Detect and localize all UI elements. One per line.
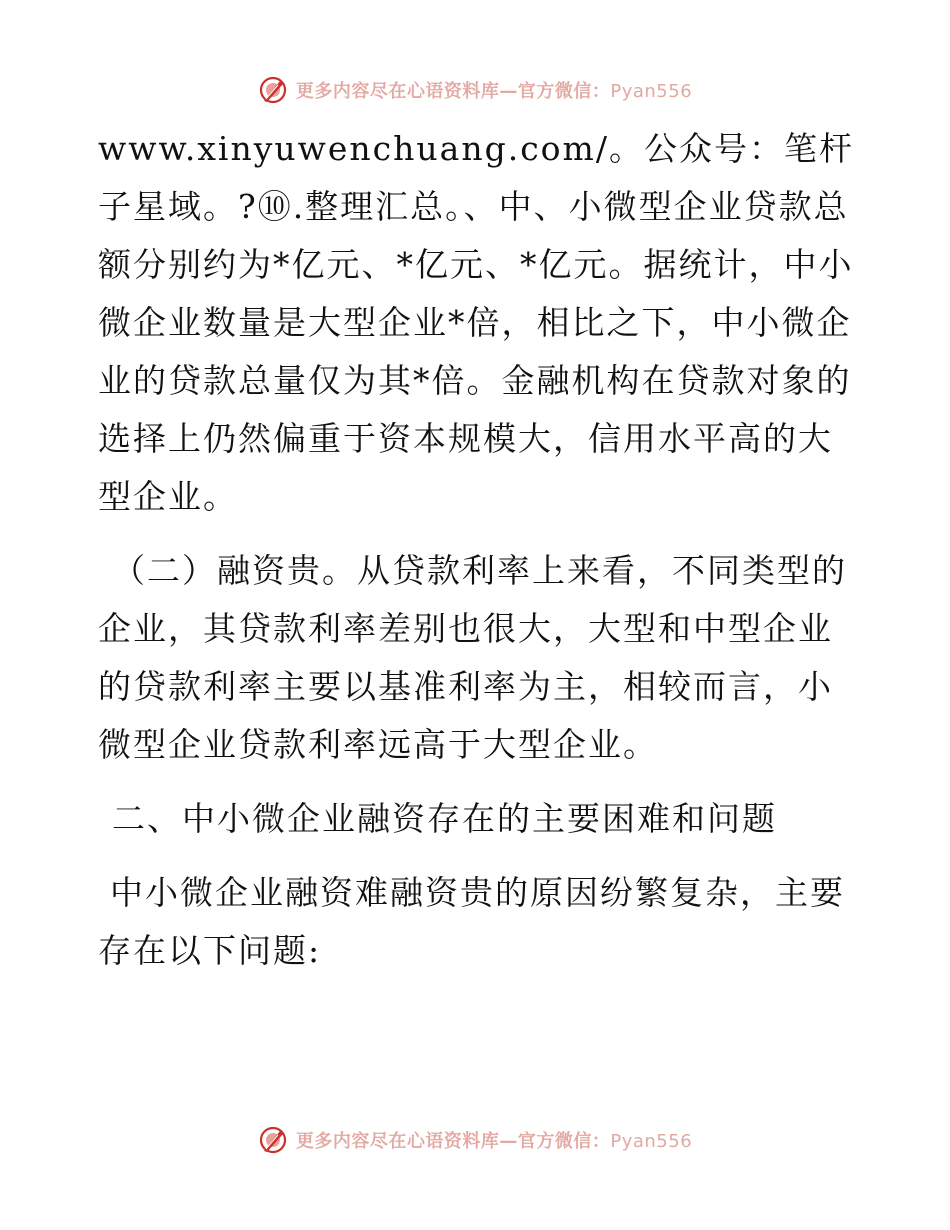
watermark-brand-text: 更多内容尽在心语资料库—官方微信： (295, 1131, 611, 1152)
paragraph-financing-cost: （二）融资贵。从贷款利率上来看，不同类型的企业，其贷款利率差别也很大，大型和中型企业的贷款利率主要以基准利率为主，相较而言，小微型企业贷款利率远高于大型企业。 (98, 551, 847, 764)
watermark-wechat-id: Pyan556 (610, 1131, 693, 1152)
section-heading-problems: 二、中小微企业融资存在的主要困难和问题 (112, 799, 777, 838)
watermark-text (296, 1127, 692, 1153)
document-body (98, 120, 858, 980)
watermark-wechat-id: Pyan556 (610, 81, 693, 102)
quill-seal-logo-icon (258, 1125, 288, 1155)
footer-watermark (0, 1120, 950, 1160)
paragraph-problems-intro: 中小微企业融资难融资贵的原因纷繁复杂，主要存在以下问题: (98, 873, 845, 970)
header-watermark (0, 70, 950, 110)
paragraph-intro: www.xinyuwenchuang.com/。公众号：笔杆子星域。?⑩.整理汇总。、中、小微型企业贷款总额分别约为*亿元、*亿元、*亿元。据统计，中小微企业数量是大型企业*倍，相比之下，中小微企业的贷款总量仅为其*倍。金融机构在贷款对象的选择上仍然偏重于资本规模大，信用水平高的大型企业。 (98, 129, 854, 516)
watermark-brand-text: 更多内容尽在心语资料库—官方微信： (295, 81, 611, 102)
watermark-text (296, 77, 692, 103)
quill-seal-logo-icon (258, 75, 288, 105)
